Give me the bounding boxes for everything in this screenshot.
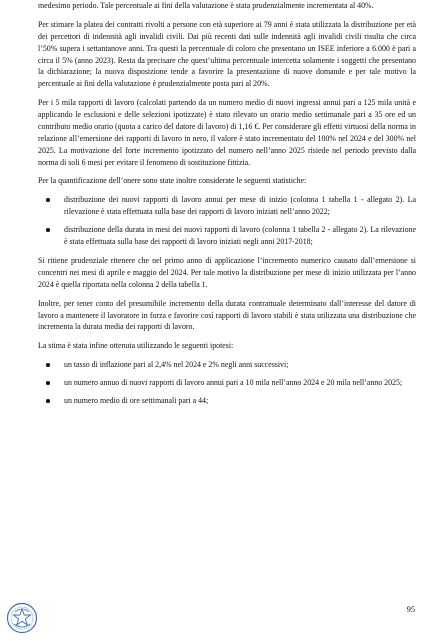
list-item: un numero annuo di nuovi rapporti di lavoro annui pari a 10 mila nell’anno 2024 e 20 mila nell’anno 2025; <box>38 377 416 389</box>
page-number: 95 <box>406 605 415 614</box>
list-item: distribuzione della durata in mesi dei nuovi rapporti di lavoro (colonna 1 tabella 2 - allegato 2). La rilevazione è stata effettuata sulla base dei rapporti di lavoro iniziati negli anni 2017-2018; <box>38 224 416 248</box>
paragraph-prudenziale: Si ritiene prudenziale ritenere che nel primo anno di applicazione l’incremento numerico causato dall’emersione si concentri nei mesi di aprile e maggio del 2024. Per tale motivo la distribuzione per mese di inizio utilizzata per l’anno 2024 è quella riportata nella colonna 2 della tabella 1. <box>38 256 416 289</box>
paragraph-quantificazione: Per la quantificazione dell’onere sono state inoltre considerate le seguenti statistiche: <box>38 176 307 186</box>
assumptions-list <box>38 359 416 407</box>
list-item: un numero medio di ore settimanali pari a 44; <box>38 395 416 407</box>
paragraph-stima: La stima è stata infine ottenuta utilizzando le seguenti ipotesi: <box>38 341 234 351</box>
statistics-list <box>38 194 416 248</box>
paragraph-platea: Per stimare la platea dei contratti rivolti a persone con età superiore ai 79 anni è stata utilizzata la distribuzione per età dei percettori di indennità agli invalidi civili. Dai più recenti dati sulle indennità agli invalidi civili risulta che circa l’50% supera i settantanove anni. Tra questi la percentuale di coloro che presentano un ISEE inferiore a 6.000 è pari a circa il 5% (anno 2023). Resta da precisare che quest’ultima percentuale intercetta solamente i soggetti che presentano la dichiarazione; la nuova disposizione tende a favorire la presentazione di nuove domande e per tale motivo la percentuale ai fini della valutazione è prudenzialmente posta pari al 20%. <box>38 19 416 89</box>
republic-seal-icon <box>6 602 38 634</box>
document-body <box>38 0 416 414</box>
paragraph-rapporti: Per i 5 mila rapporti di lavoro (calcolati partendo da un numero medio di nuovi ingressi annui pari a 125 mila unità e applicando le esclusioni e delle selezioni ipotizzate) è stato rilevato un orario medio settimanale pari a 35 ore ed un contributo medio orario (quota a carico del datore di lavoro) di 1,16 €. Per considerare gli effetti virtuosi della norma in relazione all’emersione dei rapporti di lavoro in nero, il valore è stato incrementato del 100% nel 2024 e del 300% nel 2025. La motivazione del forte incremento ipotizzato del numero nell’anno 2025 risiede nel periodo previsto dalla norma di soli 6 mesi per evitare il fenomeno di sostituzione fittizia. <box>38 98 416 167</box>
top-fragment: medesimo periodo. Tale percentuale ai fini della valutazione è stata prudenzialmente incrementata al 40%. <box>38 1 374 10</box>
list-item: un tasso di inflazione pari al 2,4% nel 2024 e 2% negli anni successivi; <box>38 359 416 371</box>
list-item: distribuzione dei nuovi rapporti di lavoro annui per mese di inizio (colonna 1 tabella 1 - allegato 2). La rilevazione è stata effettuata sulla base dei rapporti di lavoro iniziati nell’anno 2022; <box>38 194 416 218</box>
paragraph-inoltre: Inoltre, per tener conto del presumibile incremento della durata contrattuale determinato dall’interesse del datore di lavoro a mantenere il lavoratore in forza e favorire così rapporti di lavoro stabili è stata utilizzata una distribuzione che incrementa la durata media dei rapporti di lavoro. <box>38 298 416 332</box>
